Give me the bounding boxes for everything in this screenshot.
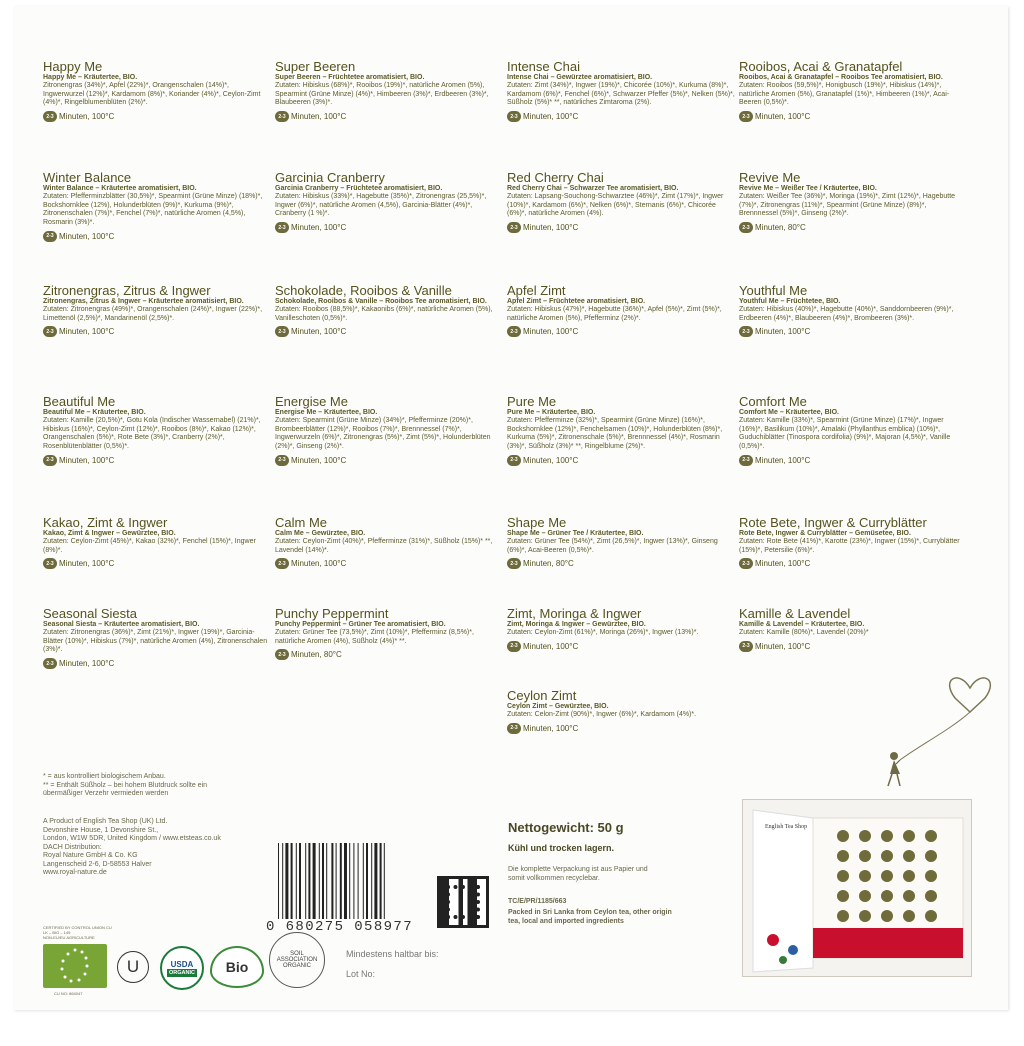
brew-info	[275, 326, 503, 337]
teacup-icon: 2-3	[275, 455, 289, 466]
packaging-note: Die komplette Verpackung ist aus Papier und somit vollkommen recyclebar.	[508, 866, 648, 882]
brew-info	[507, 111, 735, 122]
brew-info	[43, 111, 271, 122]
address-line: Royal Nature GmbH & Co. KG	[43, 852, 138, 859]
tea-ingredients: Zitronengras (34%)*, Apfel (22%)*, Orangenschalen (14%)*, Ingwerwurzel (12%)*, Kardamom (8%)*, Koriander (4%)*, Ceylon-Zimt (4%)*, Ringelblumenblüten (2%)*.	[43, 82, 261, 107]
teacup-icon: 2-3	[507, 723, 521, 734]
tea-subtitle: Ceylon Zimt – Gewürztee, BIO.	[507, 703, 609, 710]
tea-subtitle: Winter Balance – Kräutertee aromatisiert, BIO.	[43, 185, 197, 192]
brew-info	[507, 455, 735, 466]
tea-ingredients: Zutaten: Ceylon-Zimt (40%)*, Pfefferminze (31%)*, Süßholz (15%)* **, Lavendel (14%)*.	[275, 538, 493, 554]
tea-name: Super Beeren	[275, 59, 356, 74]
tea-name: Comfort Me	[739, 394, 807, 409]
tea-subtitle: Pure Me – Kräutertee, BIO.	[507, 409, 596, 416]
teacup-icon: 2-3	[507, 641, 521, 652]
tea-name: Pure Me	[507, 394, 557, 409]
tea-name: Shape Me	[507, 515, 567, 530]
tea-entry	[43, 171, 271, 242]
tea-name: Zitronengras, Zitrus & Ingwer	[43, 283, 211, 298]
address-line: www.royal-nature.de	[43, 869, 107, 876]
teacup-icon: 2-3	[43, 455, 57, 466]
brew-text: Minuten, 100°C	[59, 231, 115, 241]
tea-ingredients: Zutaten: Rooibos (88,5%)*, Kakaonibs (6%)*, natürliche Aromen (5%), Vanilleschoten (0,5%)*.	[275, 306, 493, 322]
tea-ingredients: Zutaten: Spearmint (Grüne Minze) (34%)*, Pfefferminze (20%)*, Brombeerblätter (12%)*, Rooibos (7%)*, Brennnessel (7%)*, Ingwerwurzeln (6%)*, Zitronengras (5%)*, Zimt (5%)*, Holunderblüten (2%)*, Ginseng (2%)*.	[275, 417, 491, 451]
tea-name: Energise Me	[275, 394, 348, 409]
tea-subtitle: Intense Chai – Gewürztee aromatisiert, BIO.	[507, 74, 653, 81]
tea-subtitle: Schokolade, Rooibos & Vanille – Rooibos Tee aromatisiert, BIO.	[275, 298, 487, 305]
kite-girl-illustration	[860, 660, 1000, 800]
teacup-icon: 2-3	[43, 558, 57, 569]
tea-entry	[507, 60, 735, 122]
tea-entry	[275, 60, 503, 122]
brew-text: Minuten, 100°C	[523, 223, 579, 233]
storage-note: Kühl und trocken lagern.	[508, 843, 615, 853]
address-line: London, W1W 5DR, United Kingdom / www.etsteas.co.uk	[43, 835, 221, 842]
product-photo	[742, 799, 972, 977]
tea-entry	[739, 395, 967, 466]
tea-name: Kakao, Zimt & Ingwer	[43, 515, 168, 530]
tea-entry	[275, 171, 503, 233]
tea-name: Calm Me	[275, 515, 328, 530]
tea-ingredients: Zutaten: Ceylon-Zimt (45%)*, Kakao (32%)*, Fenchel (15%)*, Ingwer (8%)*.	[43, 538, 256, 554]
tea-ingredients: Zutaten: Weißer Tee (36%)*, Moringa (19%)*, Zimt (12%)*, Hagebutte (7%)*, Zitronengras (11%)*, Spearmint (Grüne Minze) (8%)*, Brennnessel (5%)*, Ginseng (2%)*.	[739, 193, 956, 218]
brew-info	[739, 558, 967, 569]
tea-subtitle: Revive Me – Weißer Tee / Kräutertee, BIO.	[739, 185, 877, 192]
tea-name: Rote Bete, Ingwer & Curryblätter	[739, 515, 927, 530]
brew-info	[275, 649, 503, 660]
brew-text: Minuten, 100°C	[755, 641, 811, 651]
footnote-organic: * = aus kontrolliert biologischem Anbau.	[43, 773, 166, 780]
footnotes	[43, 773, 243, 799]
teacup-icon: 2-3	[275, 222, 289, 233]
teacup-icon: 2-3	[43, 111, 57, 122]
brew-text: Minuten, 100°C	[755, 559, 811, 569]
brew-text: Minuten, 100°C	[59, 112, 115, 122]
tea-ingredients: Zutaten: Pfefferminze (32%)*, Spearmint (Grüne Minze) (16%)*, Bockshornklee (12%)*, Fenchelsamen (10%)*, Holunderblüten (8%)*, Kurkuma (5%)*, Zitronenschale (5%)*, Brennnessel (4%)*, Rosmarin (3%)*, Süßholz (3%)* **, Ringelblume (2%)*.	[507, 417, 723, 451]
brew-info	[275, 222, 503, 233]
teacup-icon: 2-3	[275, 326, 289, 337]
brew-text: Minuten, 100°C	[755, 112, 811, 122]
bio-seal-logo: Bio	[210, 946, 264, 988]
tea-name: Ceylon Zimt	[507, 688, 577, 703]
address-line: Langenscheid 2-6, D-58553 Halver	[43, 860, 152, 868]
tea-subtitle: Garcinia Cranberry – Früchtetee aromatisiert, BIO.	[275, 185, 443, 192]
tea-ingredients: Zutaten: Kamille (20,5%)*, Gotu Kola (Indischer Wassernabel) (21%)*, Hibiskus (16%)*, Ceylon-Zimt (12%)*, Rooibos (8%)*, Kakao (12%)*, Orangenschalen (5%)*, Rote Bete (3%)*, Cranberry (2%)*, Rosenblütenblätter (0,5%)*.	[43, 417, 261, 451]
tea-entry	[739, 284, 967, 337]
brew-info	[43, 455, 271, 466]
tea-entry	[275, 607, 503, 660]
tea-subtitle: Rote Bete, Ingwer & Curryblätter – Gemüsetee, BIO.	[739, 530, 911, 537]
tea-subtitle: Calm Me – Gewürztee, BIO.	[275, 530, 366, 537]
product-code: TC/E/PR/1185/663	[508, 898, 567, 905]
brew-info	[507, 326, 735, 337]
brew-info	[739, 111, 967, 122]
brew-text: Minuten, 100°C	[59, 659, 115, 669]
teacup-icon: 2-3	[507, 111, 521, 122]
brew-text: Minuten, 100°C	[523, 455, 579, 465]
tea-subtitle: Zitronengras, Zitrus & Ingwer – Kräutertee aromatisiert, BIO.	[43, 298, 244, 305]
brew-info	[43, 231, 271, 242]
brew-text: Minuten, 100°C	[291, 455, 347, 465]
tea-ingredients: Zutaten: Rote Bete (41%)*, Karotte (23%)*, Ingwer (15%)*, Curryblätter (15%)*, Petersilie (6%)*.	[739, 538, 960, 554]
tea-ingredients: Zutaten: Pfefferminzblätter (30,5%)*, Spearmint (Grüne Minze) (18%)*, Bockshornklee (12%), Holunderblüten (9%)*, Kurkuma (9%)*, Zitronenschalen (7%)*, Fenchel (7%)*, natürliche Aromen (4,5%), Rosmarin (3%)*.	[43, 193, 263, 227]
tea-ingredients: Zutaten: Zitronengras (36%)*, Zimt (21%)*, Ingwer (19%)*, Garcinia-Blätter (10%)*, Hibiskus (7%)*, natürliche Aromen (4%), Zitronenschalen (3%)*.	[43, 629, 268, 654]
lot-label: Lot No:	[346, 969, 376, 979]
tea-subtitle: Zimt, Moringa & Ingwer – Gewürztee, BIO.	[507, 621, 646, 628]
tea-entry	[507, 171, 735, 233]
teacup-icon: 2-3	[507, 222, 521, 233]
eu-organic-leaf-logo	[43, 944, 107, 988]
box-title: English Tea Shop	[765, 824, 808, 830]
tea-entry	[739, 607, 967, 652]
brew-text: Minuten, 100°C	[291, 559, 347, 569]
tea-entry	[43, 395, 271, 466]
tea-entry	[43, 60, 271, 122]
brew-text: Minuten, 100°C	[523, 723, 579, 733]
tea-name: Garcinia Cranberry	[275, 170, 385, 185]
tea-name: Youthful Me	[739, 283, 808, 298]
tea-name: Kamille & Lavendel	[739, 606, 851, 621]
barcode	[276, 843, 416, 923]
tea-name: Intense Chai	[507, 59, 580, 74]
address-line: A Product of English Tea Shop (UK) Ltd.	[43, 818, 168, 825]
address-line: Devonshire House, 1 Devonshire St.,	[43, 826, 159, 834]
tea-entry	[739, 60, 967, 122]
best-before-label: Mindestens haltbar bis:	[346, 949, 439, 959]
brew-text: Minuten, 80°C	[523, 559, 574, 569]
tea-entry	[507, 516, 735, 569]
brew-info	[739, 326, 967, 337]
tea-ingredients: Zutaten: Hibiskus (68%)*, Rooibos (19%)*, natürliche Aromen (5%), Spearmint (Grüne Minze) (4%)*, Himbeeren (3%)*, Erdbeeren (3%)*, Blaubeeren (3%)*.	[275, 82, 489, 107]
tea-name: Zimt, Moringa & Ingwer	[507, 606, 642, 621]
tea-entry	[43, 516, 271, 569]
barcode-number: 0 680275 058977	[266, 919, 414, 935]
tea-name: Punchy Peppermint	[275, 606, 389, 621]
brew-text: Minuten, 100°C	[523, 112, 579, 122]
tea-ingredients: Zutaten: Rooibos (59,5%)*, Honigbusch (19%)*, Hibiskus (14%)*, natürliche Aromen (5%), Granatapfel (1%)*, Himbeeren (1%)*, Acai-Beeren (0,5%)*.	[739, 82, 950, 107]
tea-name: Schokolade, Rooibos & Vanille	[275, 283, 452, 298]
brew-text: Minuten, 80°C	[755, 223, 806, 233]
cert-body-text: CERTIFIED BY CONTROL UNION CU LK – BIO – 149 NON-EU/EU AGRICULTURE	[43, 925, 112, 940]
footnote-licorice: ** = Enthält Süßholz – bei hohem Blutdruck sollte ein übermäßiger Verzehr vermieden werden	[43, 781, 208, 797]
kosher-u-logo: U	[117, 951, 149, 983]
tea-subtitle: Super Beeren – Früchtetee aromatisiert, BIO.	[275, 74, 425, 81]
qr-code[interactable]	[437, 876, 489, 928]
brew-text: Minuten, 100°C	[59, 327, 115, 337]
tea-ingredients: Zutaten: Hibiskus (33%)*, Hagebutte (35%)*, Zitronengras (25,5%)*, Ingwer (6%)*, natürliche Aromen (4,5%), Garcinia-Blätter (4%)*, Cranberry (1 %)*.	[275, 193, 487, 218]
tea-name: Beautiful Me	[43, 394, 116, 409]
brew-info	[43, 558, 271, 569]
origin-note: Packed in Sri Lanka from Ceylon tea, other origin tea, local and imported ingredients	[508, 909, 672, 925]
tea-ingredients: Zutaten: Kamille (33%)*, Spearmint (Grüne Minze) (17%)*, Ingwer (16%)*, Basilikum (10%)*, Amalaki (Phyllanthus emblica) (10%)*, Guduchiblätter (Tinospora cordifolia) (9%)*, Majoran (4,5%)*, Vanille (0,5%)*.	[739, 417, 951, 451]
tea-subtitle: Comfort Me – Kräutertee, BIO.	[739, 409, 839, 416]
brew-info	[43, 326, 271, 337]
tea-ingredients: Zutaten: Grüner Tee (73,5%)*, Zimt (10%)*, Pfefferminz (8,5%)*, natürliche Aromen (4%), Süßholz (4%)* **.	[275, 629, 474, 645]
teacup-icon: 2-3	[739, 111, 753, 122]
tea-ingredients: Zutaten: Kamille (80%)*, Lavendel (20%)*	[739, 629, 869, 636]
tea-name: Revive Me	[739, 170, 801, 185]
tea-subtitle: Rooibos, Acai & Granatapfel – Rooibos Tee aromatisiert, BIO.	[739, 74, 943, 81]
teacup-icon: 2-3	[43, 658, 57, 669]
teacup-icon: 2-3	[275, 649, 289, 660]
brew-text: Minuten, 100°C	[59, 559, 115, 569]
tea-entry	[739, 516, 967, 569]
tea-ingredients: Zutaten: Hibiskus (40%)*, Hagebutte (40%)*, Sanddornbeeren (9%)*, Erdbeeren (4%)*, Blaubeeren (4%)*, Brombeeren (3%)*.	[739, 306, 954, 322]
tea-entry	[739, 171, 967, 233]
teacup-icon: 2-3	[739, 641, 753, 652]
tea-subtitle: Red Cherry Chai – Schwarzer Tee aromatisiert, BIO.	[507, 185, 679, 192]
tea-entry	[275, 284, 503, 337]
usda-organic-logo: USDA ORGANIC	[160, 946, 204, 990]
tea-entry	[275, 395, 503, 466]
tea-name: Rooibos, Acai & Granatapfel	[739, 59, 903, 74]
brew-text: Minuten, 100°C	[291, 112, 347, 122]
tea-ingredients: Zutaten: Grüner Tee (54%)*, Zimt (26,5%)*, Ingwer (13%)*, Ginseng (6%)*, Acai-Beeren (0,5%)*.	[507, 538, 718, 554]
tea-entry	[507, 284, 735, 337]
brew-info	[275, 111, 503, 122]
tea-ingredients: Zutaten: Zitronengras (49%)*, Orangenschalen (24%)*, Ingwer (22%)*, Limettenöl (2,5%)*, Mandarinenöl (2,5%)*.	[43, 306, 263, 322]
brew-text: Minuten, 100°C	[523, 641, 579, 651]
teacup-icon: 2-3	[739, 558, 753, 569]
teacup-icon: 2-3	[739, 455, 753, 466]
brew-info	[43, 658, 271, 669]
tea-ingredients: Zutaten: Lapsang-Souchong-Schwarztee (46%)*, Zimt (17%)*, Ingwer (10%)*, Kardamom (6%)*, Nelken (6%)*, Sternanis (6%)*, Chicorée (6%)*, natürliche Aromen (4%).	[507, 193, 724, 218]
tea-entry	[43, 284, 271, 337]
soil-association-logo: SOIL ASSOCIATION ORGANIC	[269, 932, 325, 988]
company-address	[43, 818, 243, 878]
teacup-icon: 2-3	[275, 558, 289, 569]
brew-info	[275, 558, 503, 569]
tea-subtitle: Seasonal Siesta – Kräutertee aromatisiert, BIO.	[43, 621, 200, 628]
teacup-icon: 2-3	[507, 326, 521, 337]
tea-name: Winter Balance	[43, 170, 132, 185]
brew-info	[739, 222, 967, 233]
teacup-icon: 2-3	[739, 222, 753, 233]
tea-subtitle: Apfel Zimt – Früchtetee aromatisiert, BIO.	[507, 298, 646, 305]
teacup-icon: 2-3	[43, 231, 57, 242]
tea-entry	[507, 607, 735, 652]
teacup-icon: 2-3	[507, 558, 521, 569]
tea-entry	[275, 516, 503, 569]
eu-code: CU NO: 864047	[54, 991, 83, 996]
tea-ingredients: Zutaten: Zimt (34%)*, Ingwer (19%)*, Chicorée (10%)*, Kurkuma (8%)*, Kardamom (6%)*, Fenchel (6%)*, Schwarzer Pfeffer (5%)*, Nelken (5%)*, Süßholz (5%)* **, natürliches Zimtaroma (2%).	[507, 82, 735, 107]
tea-subtitle: Kamille & Lavendel – Kräutertee, BIO.	[739, 621, 865, 628]
teacup-icon: 2-3	[275, 111, 289, 122]
tea-subtitle: Kakao, Zimt & Ingwer – Gewürztee, BIO.	[43, 530, 176, 537]
teacup-icon: 2-3	[43, 326, 57, 337]
brew-info	[507, 558, 735, 569]
tea-name: Happy Me	[43, 59, 103, 74]
address-line: DACH Distribution:	[43, 843, 102, 851]
tea-subtitle: Energise Me – Kräutertee, BIO.	[275, 409, 378, 416]
tea-name: Seasonal Siesta	[43, 606, 137, 621]
brew-info	[507, 641, 735, 652]
brew-text: Minuten, 100°C	[291, 223, 347, 233]
tea-ingredients: Zutaten: Hibiskus (47%)*, Hagebutte (36%)*, Apfel (5%)*, Zimt (5%)*, natürliche Aromen (5%), Pfefferminz (2%)*.	[507, 306, 722, 322]
tea-subtitle: Shape Me – Grüner Tee / Kräutertee, BIO.	[507, 530, 644, 537]
brew-info	[739, 455, 967, 466]
tea-name: Apfel Zimt	[507, 283, 566, 298]
brew-info	[739, 641, 967, 652]
teacup-icon: 2-3	[739, 326, 753, 337]
teacup-icon: 2-3	[507, 455, 521, 466]
brew-text: Minuten, 100°C	[755, 327, 811, 337]
brew-info	[507, 222, 735, 233]
brew-info	[507, 723, 735, 734]
brew-text: Minuten, 100°C	[523, 327, 579, 337]
brew-text: Minuten, 100°C	[59, 455, 115, 465]
tea-name: Red Cherry Chai	[507, 170, 604, 185]
net-weight: Nettogewicht: 50 g	[508, 820, 624, 835]
tea-ingredients: Zutaten: Celon-Zimt (90%)*, Ingwer (6%)*, Kardamom (4%)*.	[507, 711, 697, 718]
tea-subtitle: Beautiful Me – Kräutertee, BIO.	[43, 409, 146, 416]
tea-entry	[43, 607, 271, 669]
tea-subtitle: Happy Me – Kräutertee, BIO.	[43, 74, 138, 81]
brew-text: Minuten, 100°C	[755, 455, 811, 465]
tea-entry	[507, 689, 735, 734]
tea-subtitle: Punchy Peppermint – Grüner Tee aromatisiert, BIO.	[275, 621, 446, 628]
tea-subtitle: Youthful Me – Früchtetee, BIO.	[739, 298, 841, 305]
brew-text: Minuten, 100°C	[291, 327, 347, 337]
tea-ingredients: Zutaten: Ceylon-Zimt (61%)*, Moringa (26%)*, Ingwer (13%)*.	[507, 629, 699, 636]
brew-text: Minuten, 80°C	[291, 650, 342, 660]
brew-info	[275, 455, 503, 466]
tea-entry	[507, 395, 735, 466]
